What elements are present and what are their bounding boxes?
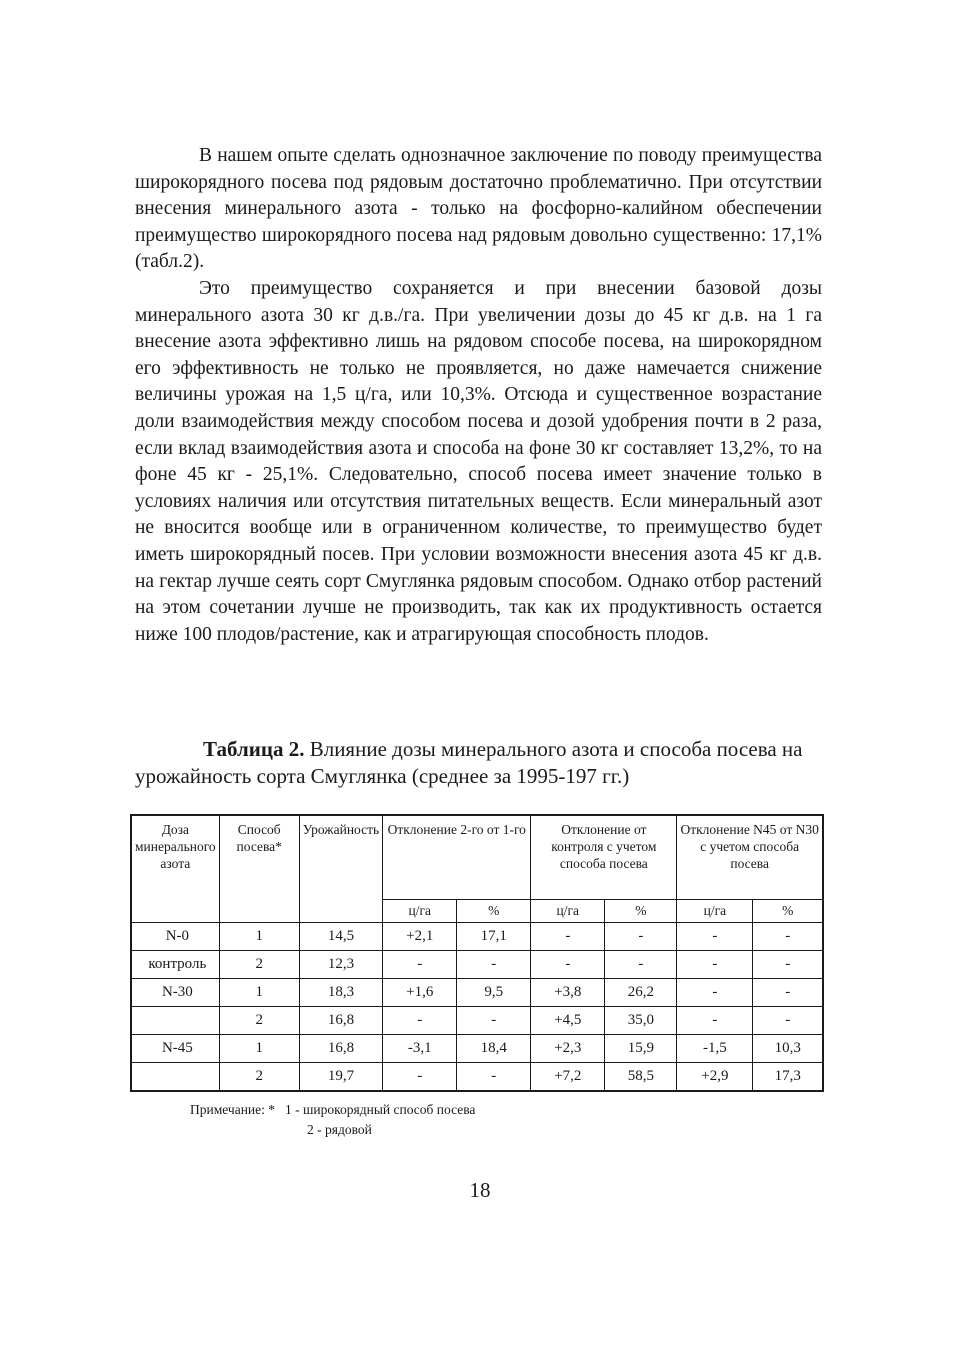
table-cell: 1 (219, 1034, 299, 1062)
note-item-1: 1 - широкорядный способ посева (285, 1102, 476, 1117)
paragraph-1: В нашем опыте сделать однозначное заключение по поводу преимущества широкорядного посева под рядовым достаточно проблематично. При отсутствии внесения минерального азота - только на фосфорно-калийном обеспечении преимущество широкорядного посева над рядовым довольно существенно: 17,1% (табл.2). (135, 145, 822, 273)
table-cell: 16,8 (299, 1034, 383, 1062)
table-cell: контроль (131, 950, 219, 978)
header-method: Способ посева* (219, 815, 299, 922)
table-cell: 58,5 (605, 1062, 677, 1091)
header-dose: Доза минерального азота (131, 815, 219, 922)
table-cell: +2,1 (383, 922, 457, 950)
note-item-2: 2 - рядовой (307, 1122, 372, 1137)
table-cell: 12,3 (299, 950, 383, 978)
table-cell: - (753, 1006, 823, 1034)
table-row (131, 978, 823, 1006)
yield-table (130, 814, 824, 1092)
table-cell: +7,2 (531, 1062, 605, 1091)
subheader-unit: % (753, 899, 823, 922)
table-cell (131, 1006, 219, 1034)
table-cell: - (531, 922, 605, 950)
table-cell: 16,8 (299, 1006, 383, 1034)
paragraph-2: Это преимущество сохраняется и при внесении базовой дозы минерального азота 30 кг д.в./га. При увеличении дозы до 45 кг д.в. на 1 га внесение азота эффективно лишь на рядовом способе посева, на широкорядном его эффективность не только не проявляется, но даже намечается снижение величины урожая на 1,5 ц/га, или 10,3%. Отсюда и существенное возрастание доли взаимодействия между способом посева и дозой удобрения почти в 2 раза, если вклад взаимодействия азота и способа на фоне 30 кг составляет 13,2%, то на фоне 45 кг - 25,1%. Следовательно, способ посева имеет значение только в условиях наличия или отсутствия питательных веществ. Если минеральный азот не вносится вообще или в ограниченном количестве, то преимущество будет иметь широкорядный посев. При условии возможности внесения азота 45 кг д.в. на гектар лучше сеять сорт Смуглянка рядовым способом. Однако отбор растений на этом сочетании лучше не производить, так как их продуктивность остается ниже 100 плодов/растение, как и атрагирующая способность плодов. (135, 278, 822, 645)
table-cell: 18,3 (299, 978, 383, 1006)
table-cell: 1 (219, 978, 299, 1006)
table-cell: - (457, 1006, 531, 1034)
table-caption (135, 736, 825, 790)
table-cell: +3,8 (531, 978, 605, 1006)
table-cell: - (677, 1006, 753, 1034)
table-caption-label: Таблица 2. (203, 737, 305, 761)
table-cell: - (383, 1062, 457, 1091)
table-cell: N-30 (131, 978, 219, 1006)
table-cell: N-45 (131, 1034, 219, 1062)
table-cell: 19,7 (299, 1062, 383, 1091)
subheader-unit: % (605, 899, 677, 922)
table-cell: 17,1 (457, 922, 531, 950)
table-cell: - (383, 950, 457, 978)
table-cell: - (677, 950, 753, 978)
table-cell: - (753, 978, 823, 1006)
table-row (131, 922, 823, 950)
table-row (131, 1006, 823, 1034)
table-cell: 9,5 (457, 978, 531, 1006)
subheader-unit: ц/га (383, 899, 457, 922)
table-cell: 14,5 (299, 922, 383, 950)
table-cell: - (605, 922, 677, 950)
table-cell: 1 (219, 922, 299, 950)
note-line-1 (190, 1100, 475, 1120)
table-cell: - (605, 950, 677, 978)
table-cell: 18,4 (457, 1034, 531, 1062)
table-cell: 17,3 (753, 1062, 823, 1091)
table-cell: +1,6 (383, 978, 457, 1006)
header-dev-vs-control: Отклонение от контроля с учетом способа посева (531, 815, 677, 899)
table-caption-text: Влияние дозы минерального азота и способа посева на урожайность сорта Смуглянка (среднее за 1995-197 гг.) (135, 737, 803, 788)
table-cell: -3,1 (383, 1034, 457, 1062)
subheader-unit: ц/га (677, 899, 753, 922)
header-dev-n45-vs-n30: Отклонение N45 от N30 с учетом способа посева (677, 815, 823, 899)
table-cell: - (753, 922, 823, 950)
table-row (131, 1062, 823, 1091)
header-dev-2-vs-1: Отклонение 2-го от 1-го (383, 815, 531, 899)
table-row (131, 950, 823, 978)
table-cell: 10,3 (753, 1034, 823, 1062)
table-cell: 35,0 (605, 1006, 677, 1034)
table-cell: - (457, 950, 531, 978)
table-cell: 2 (219, 1062, 299, 1091)
table-cell: +4,5 (531, 1006, 605, 1034)
table-cell: 15,9 (605, 1034, 677, 1062)
table-header-row (131, 815, 823, 899)
table-cell: 2 (219, 950, 299, 978)
table-cell: N-0 (131, 922, 219, 950)
table-cell: +2,3 (531, 1034, 605, 1062)
table-cell (131, 1062, 219, 1091)
table-cell: - (457, 1062, 531, 1091)
subheader-unit: % (457, 899, 531, 922)
table-cell: - (677, 978, 753, 1006)
table-cell: - (753, 950, 823, 978)
table-note (190, 1100, 475, 1140)
table-row (131, 1034, 823, 1062)
page-number: 18 (469, 1178, 491, 1202)
table-cell: +2,9 (677, 1062, 753, 1091)
table-cell: - (383, 1006, 457, 1034)
subheader-unit: ц/га (531, 899, 605, 922)
table-cell: -1,5 (677, 1034, 753, 1062)
table-cell: - (531, 950, 605, 978)
note-label: Примечание: * (190, 1102, 276, 1117)
table-cell: 2 (219, 1006, 299, 1034)
table-cell: - (677, 922, 753, 950)
table-cell: 26,2 (605, 978, 677, 1006)
header-yield: Урожайность (299, 815, 383, 922)
